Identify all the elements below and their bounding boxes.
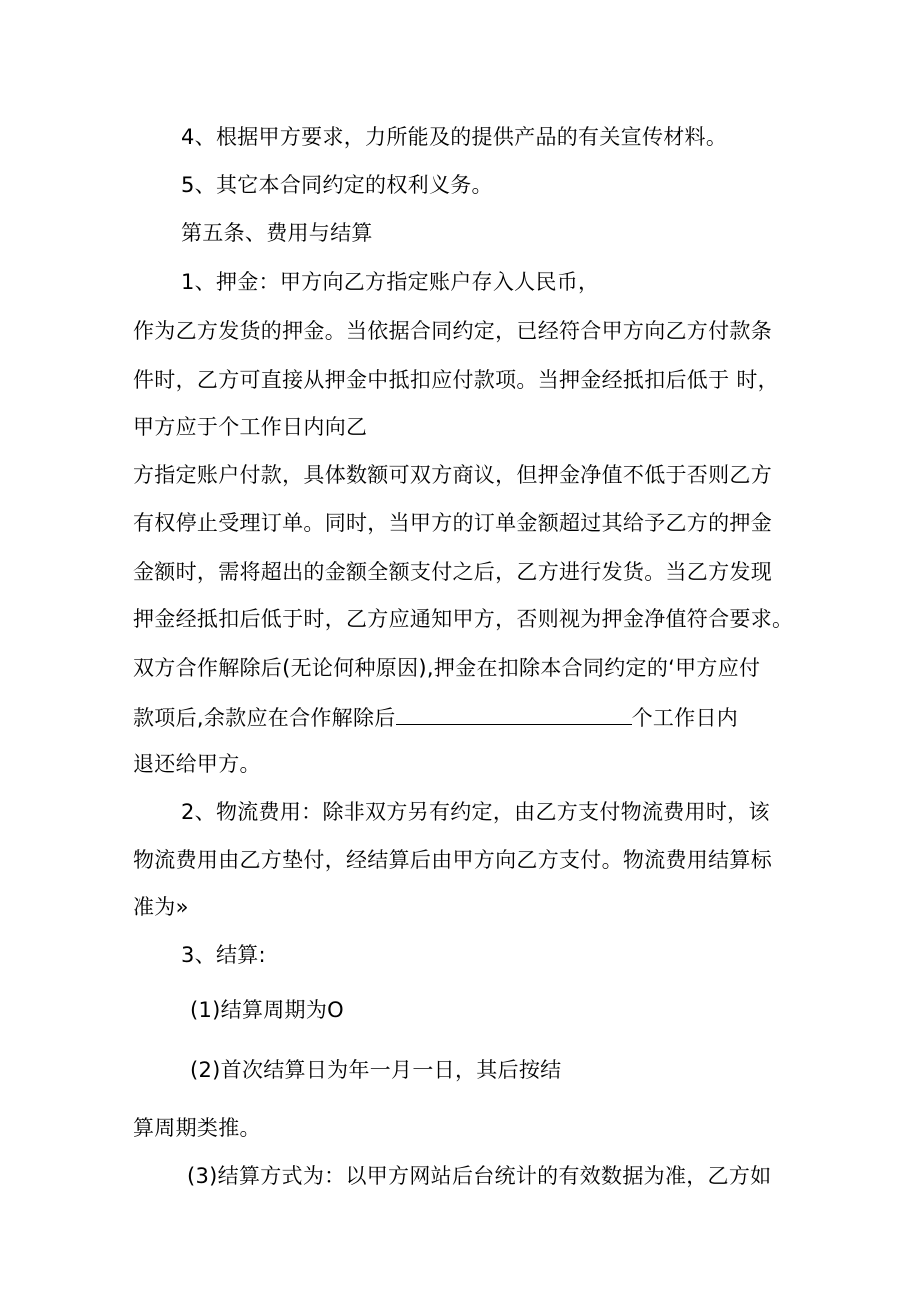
- settlement-item-3: (3)结算方式为：以甲方网站后台统计的有效数据为准，乙方如: [187, 1164, 772, 1188]
- fill-in-blank: [396, 702, 632, 725]
- deposit-refund-days-text: 个工作日内: [631, 706, 739, 730]
- deposit-clause-line: 金额时，需将超出的金额全额支付之后，乙方进行发货。当乙方发现: [133, 560, 772, 584]
- settlement-item-2-continued: 算周期类推。: [133, 1116, 261, 1140]
- logistics-clause-line: 2、物流费用：除非双方另有约定，由乙方支付物流费用时，该: [181, 800, 770, 824]
- deposit-clause-line: 甲方应于个工作日内向乙: [133, 415, 368, 439]
- settlement-item-2: (2)首次结算日为年一月一日，其后按结: [190, 1058, 562, 1082]
- clause-5-text: 5、其它本合同约定的权利义务。: [181, 173, 493, 197]
- deposit-clause-line: 有权停止受理订单。同时，当甲方的订单金额超过其给予乙方的押金: [133, 511, 772, 535]
- logistics-clause-line: 准为»: [133, 895, 189, 919]
- settlement-item-1: (1)结算周期为O: [190, 998, 344, 1022]
- deposit-clause-line: 1、押金：甲方向乙方指定账户存入人民币，: [181, 270, 600, 294]
- deposit-refund-line: [133, 702, 738, 732]
- deposit-refund-text: 款项后,余款应在合作解除后: [133, 706, 396, 730]
- deposit-clause-line: 件时，乙方可直接从押金中抵扣应付款项。当押金经抵扣后低于 时，: [133, 368, 779, 392]
- deposit-clause-line: 双方合作解除后(无论何种原因),押金在扣除本合同约定的‘甲方应付: [133, 656, 761, 680]
- deposit-clause-line: 押金经抵扣后低于时，乙方应通知甲方，否则视为押金净值符合要求。: [133, 607, 794, 631]
- deposit-clause-line: 方指定账户付款，具体数额可双方商议，但押金净值不低于否则乙方: [133, 463, 772, 487]
- settlement-heading: 3、结算:: [181, 943, 266, 967]
- logistics-clause-line: 物流费用由乙方垫付，经结算后由甲方向乙方支付。物流费用结算标: [133, 848, 772, 872]
- section-five-heading: 第五条、费用与结算: [181, 221, 373, 245]
- deposit-clause-line: 退还给甲方。: [133, 752, 261, 776]
- clause-4-text: 4、根据甲方要求，力所能及的提供产品的有关宣传材料。: [181, 125, 728, 149]
- deposit-clause-line: 作为乙方发货的押金。当依据合同约定，已经符合甲方向乙方付款条: [133, 319, 772, 343]
